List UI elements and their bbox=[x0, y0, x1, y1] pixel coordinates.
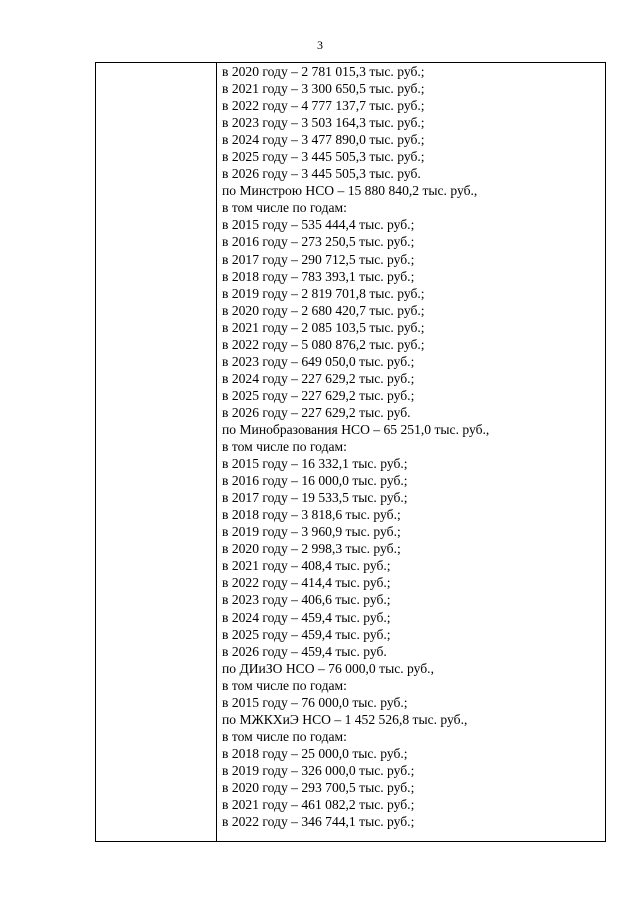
list-item: по МЖКХиЭ НСО – 1 452 526,8 тыс. руб., bbox=[222, 711, 468, 727]
list-item: в 2025 году – 227 629,2 тыс. руб.; bbox=[222, 387, 415, 403]
list-item: в 2022 году – 414,4 тыс. руб.; bbox=[222, 575, 391, 591]
list-item: в 2015 году – 535 444,4 тыс. руб.; bbox=[222, 217, 415, 233]
list-item: в 2023 году – 406,6 тыс. руб.; bbox=[222, 592, 391, 608]
list-item: в 2026 году – 459,4 тыс. руб. bbox=[222, 643, 387, 659]
table-cell-left bbox=[96, 63, 217, 842]
list-item: в том числе по годам: bbox=[222, 728, 347, 744]
financing-lines bbox=[217, 63, 605, 830]
list-item: в 2024 году – 459,4 тыс. руб.; bbox=[222, 609, 391, 625]
table-row bbox=[96, 63, 606, 842]
list-item: в 2021 году – 2 085 103,5 тыс. руб.; bbox=[222, 319, 425, 335]
list-item: в 2019 году – 3 960,9 тыс. руб.; bbox=[222, 524, 401, 540]
list-item: в 2020 году – 293 700,5 тыс. руб.; bbox=[222, 779, 415, 795]
list-item: в 2020 году – 2 998,3 тыс. руб.; bbox=[222, 541, 401, 557]
table-cell-right bbox=[217, 63, 606, 842]
list-item: в 2026 году – 3 445 505,3 тыс. руб. bbox=[222, 166, 421, 182]
list-item: в 2017 году – 290 712,5 тыс. руб.; bbox=[222, 251, 415, 267]
list-item: в 2026 году – 227 629,2 тыс. руб. bbox=[222, 404, 411, 420]
list-item: в 2016 году – 273 250,5 тыс. руб.; bbox=[222, 234, 415, 250]
list-item: в 2021 году – 3 300 650,5 тыс. руб.; bbox=[222, 81, 425, 97]
list-item: по Минобразования НСО – 65 251,0 тыс. руб., bbox=[222, 421, 490, 437]
list-item: в 2025 году – 3 445 505,3 тыс. руб.; bbox=[222, 149, 425, 165]
list-item: в 2022 году – 4 777 137,7 тыс. руб.; bbox=[222, 98, 425, 114]
list-item: в том числе по годам: bbox=[222, 439, 347, 455]
list-item: в 2018 году – 3 818,6 тыс. руб.; bbox=[222, 507, 401, 523]
list-item: по Минстрою НСО – 15 880 840,2 тыс. руб., bbox=[222, 183, 478, 199]
list-item: в 2023 году – 649 050,0 тыс. руб.; bbox=[222, 353, 415, 369]
list-item: в том числе по годам: bbox=[222, 677, 347, 693]
list-item: в 2024 году – 3 477 890,0 тыс. руб.; bbox=[222, 132, 425, 148]
list-item: в 2017 году – 19 533,5 тыс. руб.; bbox=[222, 490, 408, 506]
list-item: в 2018 году – 783 393,1 тыс. руб.; bbox=[222, 268, 415, 284]
list-item: по ДИиЗО НСО – 76 000,0 тыс. руб., bbox=[222, 660, 434, 676]
list-item: в 2020 году – 2 781 015,3 тыс. руб.; bbox=[222, 64, 425, 79]
list-item: в 2019 году – 326 000,0 тыс. руб.; bbox=[222, 762, 415, 778]
list-item: в 2025 году – 459,4 тыс. руб.; bbox=[222, 626, 391, 642]
list-item: в 2024 году – 227 629,2 тыс. руб.; bbox=[222, 370, 415, 386]
list-item: в 2020 году – 2 680 420,7 тыс. руб.; bbox=[222, 302, 425, 318]
list-item: в 2015 году – 76 000,0 тыс. руб.; bbox=[222, 694, 408, 710]
list-item: в 2022 году – 5 080 876,2 тыс. руб.; bbox=[222, 336, 425, 352]
financing-table bbox=[95, 62, 606, 842]
list-item: в 2019 году – 2 819 701,8 тыс. руб.; bbox=[222, 285, 425, 301]
list-item: в 2021 году – 461 082,2 тыс. руб.; bbox=[222, 797, 415, 813]
list-item: в 2023 году – 3 503 164,3 тыс. руб.; bbox=[222, 115, 425, 131]
list-item: в 2021 году – 408,4 тыс. руб.; bbox=[222, 558, 391, 574]
list-item: в 2015 году – 16 332,1 тыс. руб.; bbox=[222, 456, 408, 472]
list-item: в 2022 году – 346 744,1 тыс. руб.; bbox=[222, 814, 415, 830]
list-item: в 2018 году – 25 000,0 тыс. руб.; bbox=[222, 745, 408, 761]
page-number: 3 bbox=[317, 38, 323, 52]
list-item: в 2016 году – 16 000,0 тыс. руб.; bbox=[222, 473, 408, 489]
list-item: в том числе по годам: bbox=[222, 200, 347, 216]
